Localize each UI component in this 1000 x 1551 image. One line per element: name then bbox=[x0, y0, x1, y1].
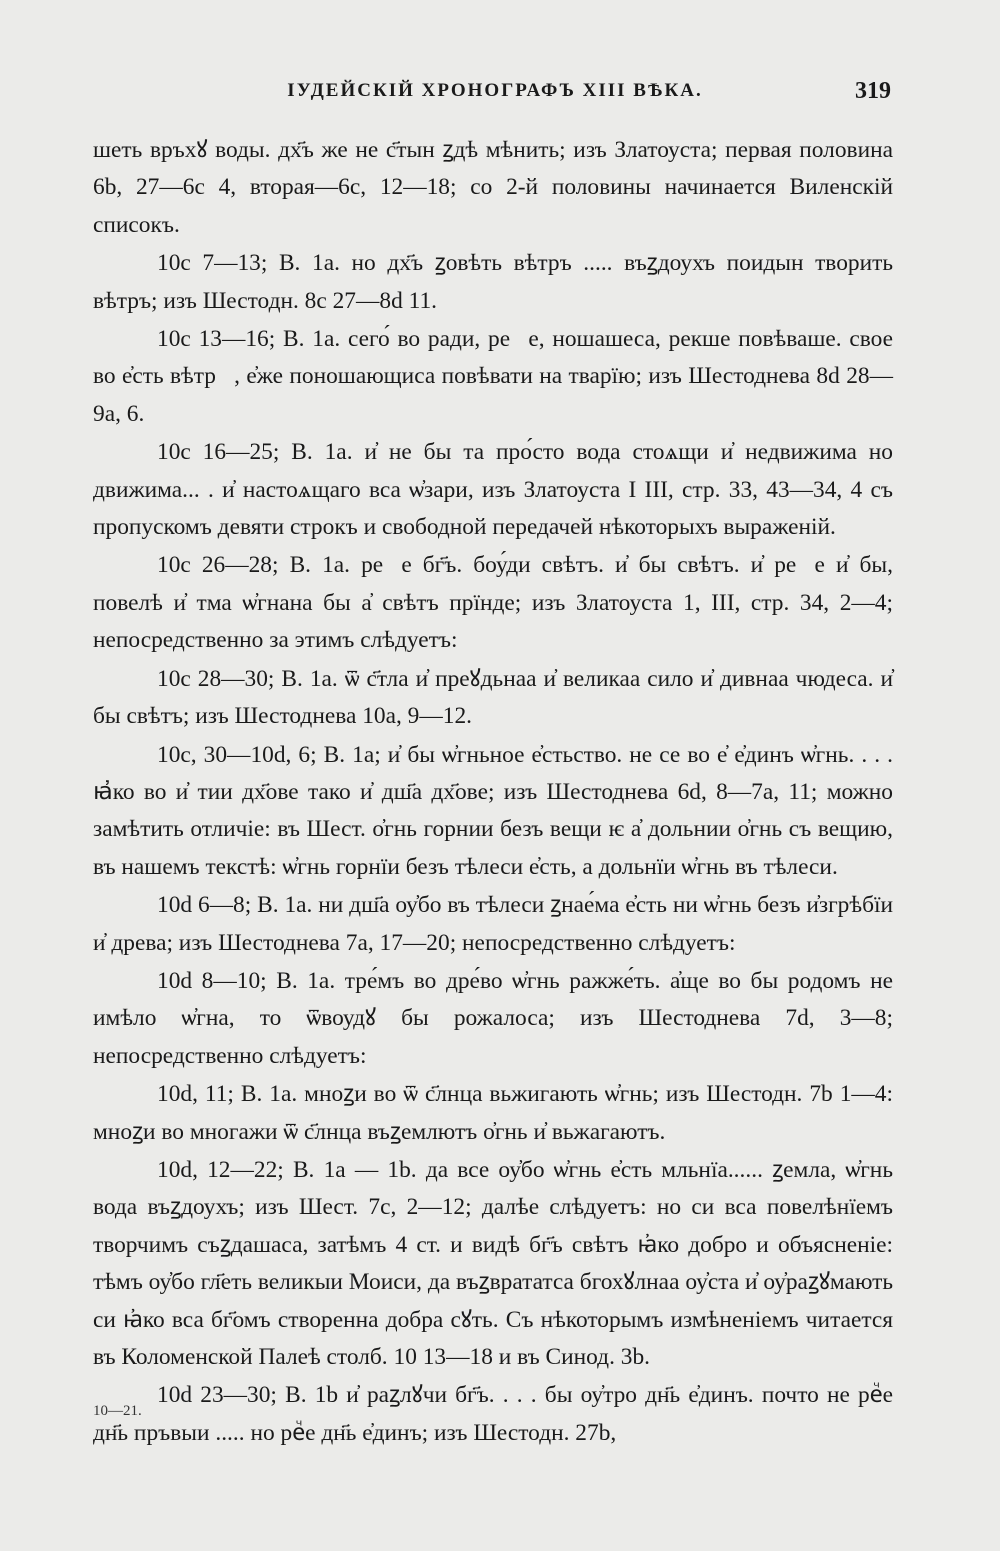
page-header bbox=[95, 78, 895, 112]
paragraph: 10d 8—10; В. 1a. тре́мъ во дре́во ѡ҆гнь ражже́ть. а҆ще во бы родомъ не имѣло ѡ҆гна, то ѿвоудꙋ бы рожалоса; изъ Шестоднева 7d, 3—8; непосредственно слѣдуетъ: bbox=[93, 967, 893, 1069]
running-title: ІУДЕЙСКІЙ ХРОНОГРАФЪ XIII ВѢКА. bbox=[287, 80, 703, 101]
paragraph: шеть връхꙋ воды. дх҃ъ же не с҃тын ꙁдѣ мѣнить; изъ Златоуста; первая половина 6b, 27—6c 4, вторая—6c, 12—18; со 2-й половины начинается Виленскій списокъ. bbox=[93, 137, 893, 238]
paragraph: 10c 7—13; В. 1a. но дх҃ъ ꙁовѣть вѣтръ ..... въꙁдоухъ поидын творить вѣтръ; изъ Шестодн. 8c 27—8d 11. bbox=[93, 250, 893, 314]
paragraph: 10d 23—30; В. 1b и҆ раꙁлꙋчи бг҃ъ. . . . бы оу҆тро дн҃ь е҆динъ. почто не реⷱе дн҃ь пръвыи ..... но реⷱе дн҃ь е҆динъ; изъ Шестодн. 27b, bbox=[93, 1382, 893, 1446]
line-continuation-ref: 10—21. bbox=[93, 1403, 142, 1419]
paragraph: 10d, 11; В. 1a. мноꙁи во ѿ с҃лнца вьжигають ѡ҆гнь; изъ Шестодн. 7b 1—4: мноꙁи во многажи ѿ с҃лнца въꙁемлютъ о҆гнь и҆ вьжагаютъ. bbox=[93, 1081, 893, 1145]
paragraph: 10d, 12—22; В. 1a — 1b. да все оу҆бо ѡ҆гнь е҆сть мльнїа...... ꙁемла, ѡ҆гнь вода въꙁдоухъ; изъ Шест. 7c, 2—12; далѣе слѣдуетъ: но си вса повелѣнїемъ творчимъ съꙁдашаса, затѣмъ 4 ст. и видѣ бг҃ъ свѣтъ ꙗ҆ко добро и объясненіе: тѣмъ оу҆бо гл҃еть великыи Моиси, да въꙁврататса бгохꙋлнаа оу҆ста и҆ оу҆раꙁꙋмають си ꙗ҆ко вса бг҃омъ створенна добра сꙋть. Съ нѣкоторымъ измѣненіемъ читается въ Коломенской Палеѣ столб. 10 13—18 и въ Синод. 3b. bbox=[93, 1156, 893, 1370]
paragraph: 10d 6—8; В. 1a. ни дш҃а оу҆бо въ тѣлеси ꙁнае́ма е҆сть ни ѡ҆гнь безъ и҆згрѣбїи и҆ древа; изъ Шестоднева 7a, 17—20; непосредственно слѣдуетъ: bbox=[93, 892, 893, 956]
paragraph: 10c 13—16; В. 1a. сего́ во ради, реⷱе, ношашеса, рекше повѣваше. свое во е҆сть вѣтрꙋ, е҆же поношающиса повѣвати на тварїю; изъ Шестоднева 8d 28—9a, 6. bbox=[93, 326, 893, 427]
page-body bbox=[93, 132, 893, 1453]
paragraph: 10c 28—30; В. 1a. ѿ с҃тла и҆ преꙋдьнаа и҆ великаа сило и҆ дивнаа чюдеса. и҆ бы свѣтъ; изъ Шестоднева 10a, 9—12. bbox=[93, 665, 893, 730]
paragraph: 10c 16—25; В. 1a. и҆ не бы та про́сто вода стоѧщи и҆ недвижима но движима... . и҆ настоѧщаго вса ѡ҆зари, изъ Златоуста I III, стр. 33, 43—34, 4 съ пропускомъ девяти строкъ и свободной передачей нѣкоторыхъ выраженій. bbox=[93, 439, 893, 541]
page-number: 319 bbox=[855, 78, 891, 104]
paragraph: 10c, 30—10d, 6; В. 1a; и҆ бы ѡ҆гньное е҆стьство. не се во е҆ е҆динъ ѡ҆гнь. . . . ꙗ҆ко во и҆ тии дх҃ове тако и҆ дш҃а дх҃ове; изъ Шестоднева 6d, 8—7a, 11; можно замѣтить отличіе: въ Шест. о҆гнь горнии безъ вещи ѥ а҆ дольнии о҆гнь съ вещию, въ нашемъ текстѣ: ѡ҆гнь горнїи безъ тѣлеси е҆сть, а дольнїи ѡ҆гнь въ тѣлеси. bbox=[93, 741, 893, 880]
paragraph: 10c 26—28; В. 1a. реⷱе бг҃ъ. боу́ди свѣтъ. и҆ бы свѣтъ. и҆ реⷱе и҆ бы, повелѣ и҆ тма ѡ҆гнана бы а҆ свѣтъ прїнде; изъ Златоуста 1, III, стр. 34, 2—4; непосредственно за этимъ слѣдуетъ: bbox=[93, 552, 893, 654]
